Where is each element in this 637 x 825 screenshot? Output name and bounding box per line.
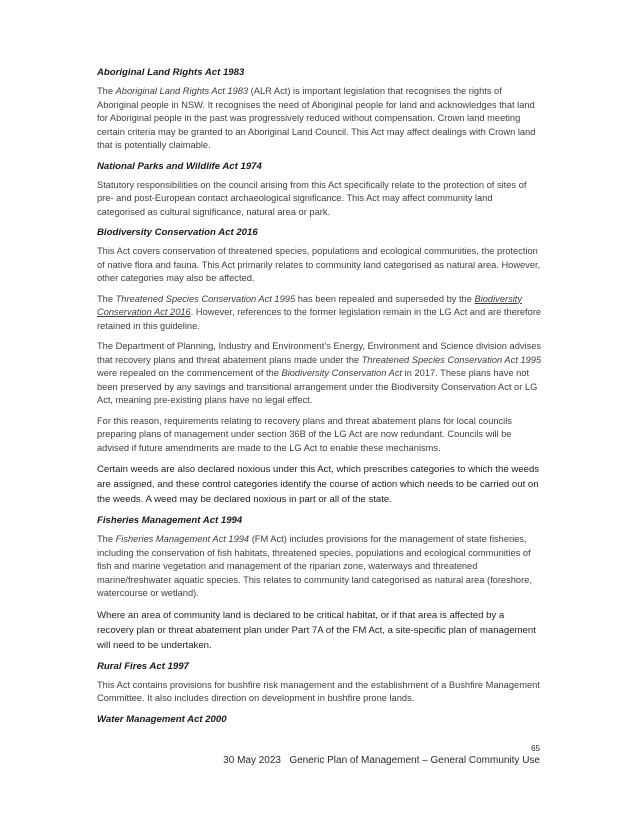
paragraph: For this reason, requirements relating to recovery plans and threat abatement plans for local councils preparing plans of management under section 36B of the LG Act are now redundant. Councils will be advised if future amendments are made to the LG Act to enable these mechanisms.	[97, 415, 512, 453]
section-rural-fires	[97, 660, 543, 706]
section-biodiversity	[97, 226, 543, 507]
paragraph: Certain weeds are also declared noxious under this Act, which prescribes categories to which the weeds are assigned, and these control categories identify the course of action which needs to be carried out on the weeds. A weed may be declared noxious in part or all of the state.	[97, 464, 540, 505]
paragraph: The Department of Planning, Industry and Environment’s Energy, Environment and Science division advises that recovery plans and threat abatement plans made under the Threatened Species Conservation Act 1995 were repealed on the commencement of the Biodiversity Conservation Act in 2017. These plans have not been preserved by any savings and transitional arrangement under the Biodiversity Conservation Act or LG Act, meaning pre-existing plans have no legal effect.	[97, 341, 542, 405]
paragraph: Statutory responsibilities on the council arising from this Act specifically relate to the protection of sites of pre- and post-European contact archaeological significance. This Act may affect community land categorised as cultural significance, natural area or park.	[97, 179, 527, 217]
page-footer	[223, 744, 540, 766]
section-water-management	[97, 713, 543, 726]
section-heading: Aboriginal Land Rights Act 1983	[97, 67, 245, 78]
paragraph: The Aboriginal Land Rights Act 1983 (ALR Act) is important legislation that recognises the rights of Aboriginal people in NSW. It recognises the need of Aboriginal people for land and acknowledges that land for Aboriginal people in the past was progressively reduced without compensation. Crown land meeting certain criteria may be granted to an Aboriginal Land Council. This Act may affect dealings with Crown land that is potentially claimable.	[97, 86, 536, 150]
section-heading: Fisheries Management Act 1994	[97, 515, 243, 526]
paragraph: Where an area of community land is declared to be critical habitat, or if that area is affected by a recovery plan or threat abatement plan under Part 7A of the FM Act, a site-specific plan of management will need to be undertaken.	[97, 609, 536, 651]
document-body	[97, 66, 543, 732]
paragraph: This Act contains provisions for bushfire risk management and the establishment of a Bushfire Management Committee. It also includes direction on development in bushfire prone lands.	[97, 679, 540, 703]
section-heading: National Parks and Wildlife Act 1974	[97, 160, 262, 172]
page-number: 65	[531, 744, 540, 753]
footer-text: 30 May 2023 Generic Plan of Management – General Community Use	[223, 755, 540, 766]
section-heading: Rural Fires Act 1997	[97, 660, 189, 672]
section-national-parks	[97, 160, 543, 220]
paragraph: The Fisheries Management Act 1994 (FM Act) includes provisions for the management of state fisheries, including the conservation of fish habitats, threatened species, populations and ecological communities of fish and marine vegetation and management of the riparian zone, waterways and threatened marine/freshwater aquatic species. This relates to community land categorised as natural area (foreshore, watercourse or wetland).	[97, 534, 532, 598]
section-aboriginal-land-rights	[97, 66, 543, 153]
act-link[interactable]: Biodiversity Conservation Act 2016	[97, 293, 523, 317]
section-heading: Water Management Act 2000	[97, 713, 227, 725]
paragraph: This Act covers conservation of threatened species, populations and ecological communities, the protection of native flora and fauna. This Act primarily relates to community land categorised as natural area. However, other categories may also be affected.	[97, 246, 541, 283]
section-heading: Biodiversity Conservation Act 2016	[97, 227, 258, 238]
paragraph: The Threatened Species Conservation Act 1995 has been repealed and superseded by the Biodiversity Conservation Act 2016. However, references to the former legislation remain in the LG Act and are therefore retained in this guideline.	[97, 293, 542, 331]
section-fisheries	[97, 514, 543, 653]
